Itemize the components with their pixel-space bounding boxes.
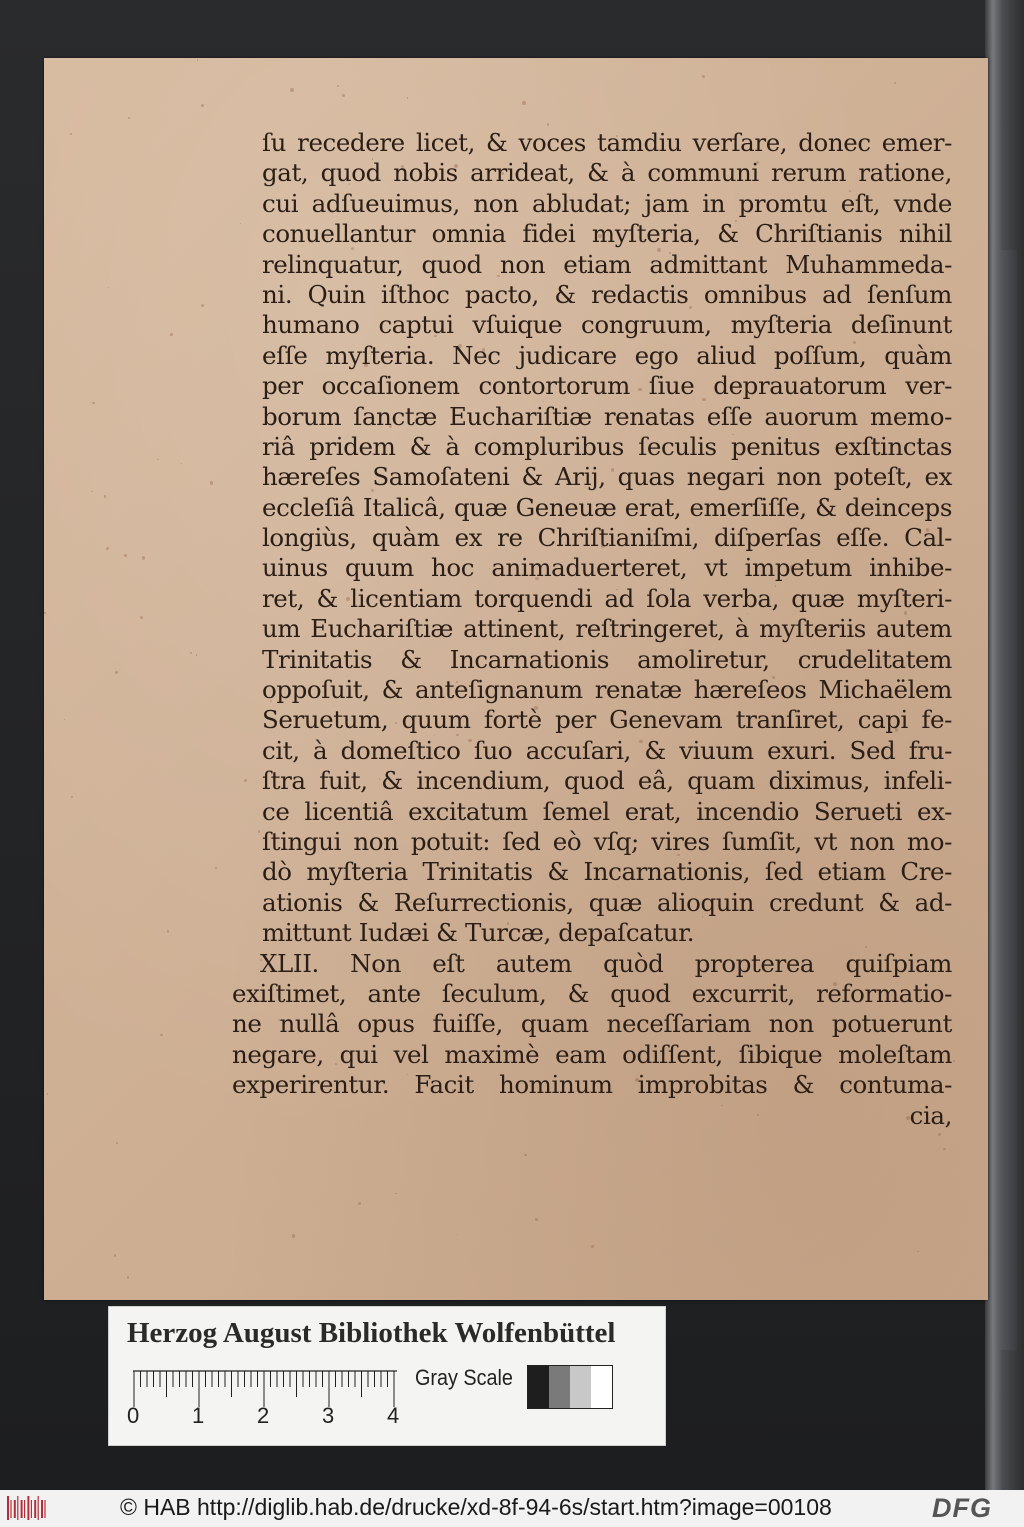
paper-speck bbox=[127, 1276, 129, 1278]
paper-speck bbox=[342, 94, 345, 97]
text-line: conuellantur omnia fidei myſteria, & Chriſtianis nihil bbox=[262, 219, 952, 249]
gray-scale-label: Gray Scale bbox=[415, 1365, 513, 1390]
paper-speck bbox=[196, 654, 197, 655]
text-line: ſtra fuit, & incendium, quod eâ, quam diximus, infeli- bbox=[262, 766, 952, 796]
paper-speck bbox=[258, 830, 260, 832]
paper-speck bbox=[197, 59, 198, 60]
paper-speck bbox=[953, 1060, 955, 1062]
paper-speck bbox=[210, 481, 213, 484]
text-line: experirentur. Facit hominum improbitas & contuma- bbox=[232, 1070, 952, 1100]
paper-speck bbox=[167, 930, 170, 933]
ruler-number: 0 bbox=[127, 1403, 140, 1428]
paper-speck bbox=[240, 223, 241, 224]
text-line: XLII. Non eſt autem quòd propterea quiſpiam bbox=[260, 948, 952, 978]
text-line: uinus quum hoc animaduerteret, vt impetum inhibe- bbox=[262, 553, 952, 583]
text-line: exiſtimet, ante ſeculum, & quod excurrit, reformatio- bbox=[232, 978, 952, 1008]
text-line: ationis & Reſurrectionis, quæ alioquin credunt & ad- bbox=[262, 887, 952, 917]
gray-swatch bbox=[591, 1366, 612, 1408]
copyright-url[interactable]: © HAB http://diglib.hab.de/drucke/xd-8f-94-6s/start.htm?image=00108 bbox=[120, 1494, 832, 1520]
paper-speck bbox=[702, 75, 705, 78]
ruler-number: 4 bbox=[387, 1403, 400, 1428]
gray-swatch bbox=[549, 1366, 570, 1408]
paper-speck bbox=[106, 547, 109, 550]
paper-speck bbox=[358, 1202, 361, 1205]
library-label-card bbox=[108, 1306, 666, 1446]
paper-speck bbox=[157, 459, 159, 461]
text-line: riâ pridem & à compluribus ſeculis penitus exſtinctas bbox=[262, 431, 952, 461]
paper-speck bbox=[142, 556, 146, 560]
ruler-number: 2 bbox=[257, 1403, 270, 1428]
logo-bar bbox=[27, 1496, 29, 1520]
paper-speck bbox=[160, 1034, 162, 1036]
paper-speck bbox=[938, 1133, 941, 1136]
text-line: ce licentiâ excitatum ſemel erat, incendio Serueti ex- bbox=[262, 796, 952, 826]
paper-speck bbox=[201, 104, 204, 107]
paper-speck bbox=[114, 1254, 116, 1256]
paper-speck bbox=[128, 117, 130, 119]
text-line: oppoſuit, & anteſignanum renatæ hæreſeos Michaëlem bbox=[262, 675, 952, 705]
logo-bar bbox=[38, 1496, 39, 1520]
paper-speck bbox=[894, 82, 897, 85]
paper-speck bbox=[116, 1142, 118, 1144]
logo-bar bbox=[17, 1496, 18, 1520]
text-line: Trinitatis & Incarnationis amoliretur, crudelitatem bbox=[262, 644, 952, 674]
paper-speck bbox=[201, 304, 204, 307]
paper-speck bbox=[292, 1234, 295, 1237]
logo-bar bbox=[44, 1500, 45, 1518]
logo-bar bbox=[21, 1500, 23, 1518]
footer-bar bbox=[0, 1490, 1024, 1527]
text-line: cia, bbox=[909, 1100, 952, 1130]
paper-speck bbox=[140, 616, 143, 619]
book-page bbox=[44, 58, 988, 1300]
text-line: negare, qui vel maximè eam odiſſent, ſibique moleſtam bbox=[232, 1039, 952, 1069]
paper-speck bbox=[124, 554, 127, 557]
logo-bar bbox=[10, 1500, 11, 1518]
text-line: ni. Quin iſthoc pacto, & redactis omnibus ad ſenſum bbox=[262, 279, 952, 309]
text-line: hæreſes Samoſateni & Arij, quas negari non poteſt, ex bbox=[262, 462, 952, 492]
gray-scale-swatches bbox=[527, 1365, 613, 1409]
text-line: ret, & licentiam torquendi ad ſola verba, quæ myſteri- bbox=[262, 583, 952, 613]
paper-speck bbox=[64, 719, 65, 720]
paper-speck bbox=[244, 779, 247, 782]
library-name: Herzog August Bibliothek Wolfenbüttel bbox=[127, 1317, 616, 1349]
text-line: ſu recedere licet, & voces tamdiu verſare, donec emer- bbox=[262, 128, 952, 157]
text-line: gat, quod nobis arrideat, & à communi rerum ratione, bbox=[262, 158, 952, 188]
text-line: relinquatur, quod non etiam admittant Muhammeda- bbox=[262, 249, 952, 279]
ruler-number: 3 bbox=[322, 1403, 335, 1428]
text-line: dò myſteria Trinitatis & Incarnationis, ſed etiam Cre- bbox=[262, 857, 952, 887]
paper-speck bbox=[104, 495, 106, 497]
text-line: borum ſanctæ Euchariſtiæ renatas eſſe auorum memo- bbox=[262, 401, 952, 431]
paper-speck bbox=[290, 88, 294, 92]
paper-speck bbox=[917, 1251, 918, 1252]
text-line: ſtingui non potuit: ſed eò vſq; vires ſumſit, vt non mo- bbox=[262, 826, 952, 856]
text-line: eccleſiâ Italicâ, quæ Geneuæ erat, emerſiſſe, & deinceps bbox=[262, 492, 952, 522]
paper-speck bbox=[337, 85, 340, 88]
paper-speck bbox=[181, 463, 182, 464]
text-line: cit, à domeſtico ſuo accuſari, & viuum exuri. Sed fru- bbox=[262, 735, 952, 765]
paper-speck bbox=[190, 652, 192, 654]
board-edge-shadow bbox=[999, 250, 1017, 1350]
gray-swatch bbox=[528, 1366, 549, 1408]
text-line: eſſe myſteria. Nec judicare ego aliud poſſum, quàm bbox=[262, 340, 952, 370]
paper-speck bbox=[92, 402, 94, 404]
paper-speck bbox=[943, 1148, 945, 1150]
dfg-logo: DFG bbox=[932, 1493, 992, 1523]
text-line: Seruetum, quum fortè per Genevam tranſiret, capi fe- bbox=[262, 705, 952, 735]
paper-speck bbox=[170, 333, 173, 336]
logo-bar bbox=[41, 1500, 43, 1518]
gray-swatch bbox=[570, 1366, 591, 1408]
text-line: mittunt Iudæi & Turcæ, depaſcatur. bbox=[262, 918, 695, 948]
logo-bar bbox=[31, 1500, 32, 1518]
paper-speck bbox=[547, 123, 550, 126]
paper-speck bbox=[70, 133, 72, 135]
paper-speck bbox=[524, 1154, 526, 1156]
page-text bbox=[232, 128, 952, 1131]
ruler-numbers bbox=[125, 1403, 415, 1437]
paper-speck bbox=[108, 287, 109, 288]
paper-speck bbox=[71, 796, 73, 798]
text-line: longiùs, quàm ex re Chriſtianiſmi, diſperſas eſſe. Cal- bbox=[262, 523, 952, 553]
text-line: ne nullâ opus fuiſſe, quam neceſſariam non potuerunt bbox=[232, 1009, 952, 1039]
hab-barcode-logo-icon bbox=[6, 1494, 48, 1522]
logo-bar bbox=[24, 1500, 25, 1518]
paper-speck bbox=[522, 101, 526, 105]
paper-speck bbox=[91, 491, 93, 493]
paper-speck bbox=[457, 1234, 458, 1235]
paper-speck bbox=[47, 1093, 49, 1095]
paper-speck bbox=[407, 97, 409, 99]
paper-speck bbox=[535, 1218, 538, 1221]
logo-bar bbox=[7, 1496, 9, 1520]
paper-speck bbox=[115, 671, 118, 674]
logo-bar bbox=[14, 1500, 16, 1518]
text-line: humano captui vſuique congruum, myſteria deſinunt bbox=[262, 310, 952, 340]
text-line: um Euchariſtiæ attinent, reſtringeret, à myſteriis autem bbox=[262, 614, 952, 644]
text-line: per occaſionem contortorum ſiue deprauatorum ver- bbox=[262, 371, 952, 401]
ruler-number: 1 bbox=[192, 1403, 205, 1428]
paper-speck bbox=[44, 612, 46, 614]
paper-speck bbox=[591, 1245, 594, 1248]
text-line: cui adſueuimus, non abludat; jam in promtu eſt, vnde bbox=[262, 188, 952, 218]
paper-speck bbox=[215, 867, 217, 869]
logo-bar bbox=[34, 1500, 36, 1518]
paper-speck bbox=[395, 1193, 396, 1194]
